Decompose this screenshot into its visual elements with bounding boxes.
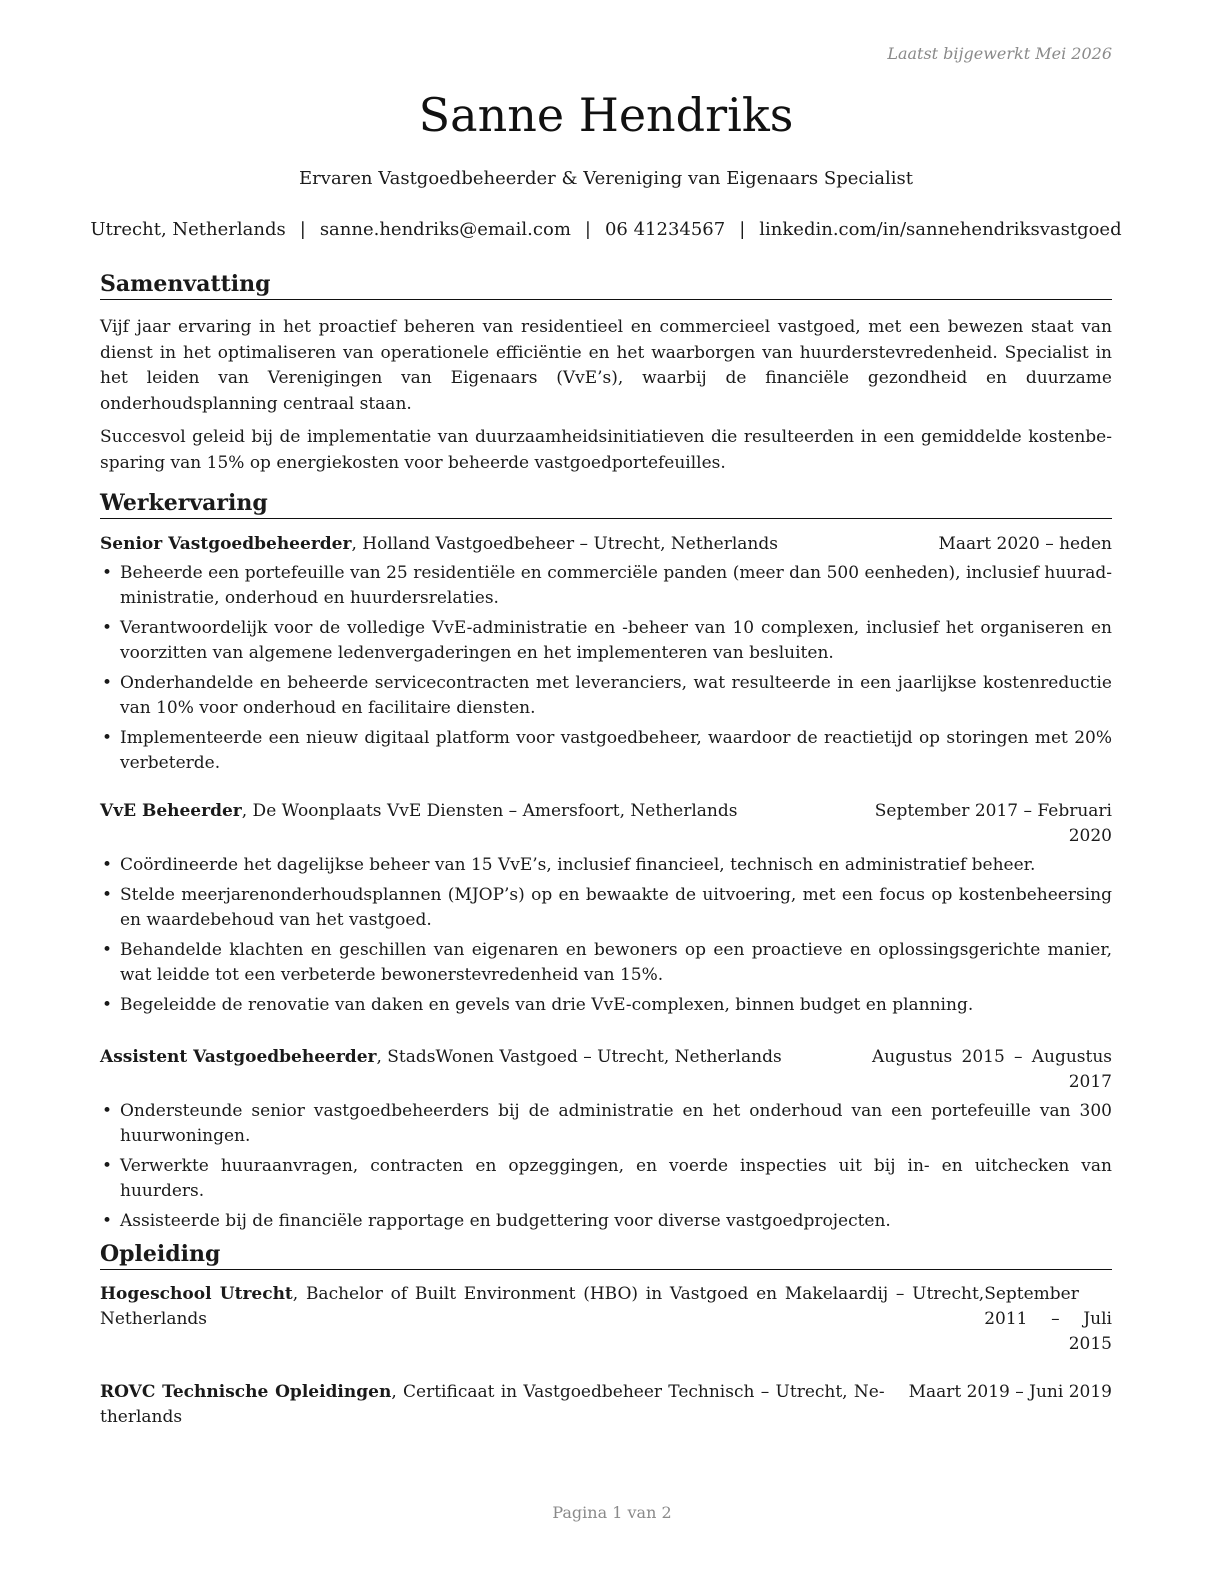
education-school: ROVC Technische Opleidingen (100, 1382, 392, 1402)
contact-email[interactable]: sanne.hendriks@email.com (319, 219, 571, 240)
contact-separator: | (739, 219, 746, 240)
job-bullets (100, 853, 1112, 1018)
job-bullet: • Assisteerde bij de financiële rapportage en budgettering voor diverse vastgoedprojecten. (100, 1209, 1112, 1234)
job-bullet: • Onderhandelde en beheerde servicecontracten met leveranciers, wat resulteerde in een jaarlijkse kostenreductie van 10% voor onderhoud en facilitaire diensten. (100, 671, 1112, 721)
education-school: Hogeschool Utrecht (100, 1284, 293, 1304)
job-bullet: • Verantwoordelijk voor de volledige VvE-administratie en -beheer van 10 complexen, inclusief het organiseren en voorzitten van algemene ledenvergaderingen en het implementeren van besluiten. (100, 616, 1112, 666)
candidate-tagline: Ervaren Vastgoedbeheerder & Vereniging van Eigenaars Specialist (299, 168, 913, 189)
education-entry (100, 1282, 1112, 1357)
job-header (100, 1045, 1112, 1095)
job-dates: September 2017 – Februari 2020 (874, 801, 1112, 846)
job-header (100, 532, 1112, 557)
contact-linkedin[interactable]: linkedin.com/in/sannehendriksvastgoed (759, 219, 1122, 240)
contact-phone[interactable]: 06 41234567 (604, 219, 726, 240)
summary-section (100, 270, 1112, 476)
education-detail: , Certificaat in Vastgoedbeheer Technisch – Utrecht, Netherlands (100, 1382, 885, 1427)
section-title-experience: Werkervaring (100, 489, 1112, 519)
job-role: Senior Vastgoedbeheerder (100, 534, 352, 554)
job-bullet: • Begeleidde de renovatie van daken en gevels van drie VvE-complexen, binnen budget en planning. (100, 993, 1112, 1018)
contact-separator: | (584, 219, 591, 240)
job-header (100, 799, 1112, 849)
contact-location: Utrecht, Netherlands (90, 219, 286, 240)
job-bullet: • Stelde meerjarenonderhoudsplannen (MJOP’s) op en bewaakte de uitvoering, met een focus op kostenbeheersing en waardebehoud van het vastgoed. (100, 883, 1112, 933)
job-bullet: • Behandelde klachten en geschillen van eigenaren en bewoners op een proactieve en oplossingsgerichte manier, wat leidde tot een verbeterde bewonerstevredenheid van 15%. (100, 938, 1112, 988)
job-role: VvE Beheerder (100, 801, 242, 821)
summary-paragraph: Vijf jaar ervaring in het proactief beheren van residentieel en commercieel vastgoed, met een bewezen staat van dienst in het optimaliseren van operationele efficiëntie en het waarborgen van huurderstevredenheid. Specialist in het leiden van Verenigingen van Eigenaars (VvE’s), waarbij de financiële gezondheid en duurzame onderhoudsplanning centraal staan. (100, 317, 1112, 414)
job-company: , De Woonplaats VvE Diensten – Amersfoort, Netherlands (241, 801, 738, 821)
job-dates: Maart 2020 – heden (938, 534, 1112, 554)
job-entry (100, 799, 1112, 1018)
job-bullet: • Beheerde een portefeuille van 25 residentiële en commerciële panden (meer dan 500 eenheden), inclusief huuradministratie, onderhoud en huurdersrelaties. (100, 561, 1112, 611)
job-bullet: • Verwerkte huuraanvragen, contracten en opzeggingen, en voerde inspecties uit bij in- en uitchecken van huurders. (100, 1154, 1112, 1204)
summary-paragraph: Succesvol geleid bij de implementatie van duurzaamheidsinitiatieven die resulteerden in een gemiddelde kostenbesparing van 15% op energiekosten voor beheerde vastgoedportefeuilles. (100, 427, 1112, 473)
education-dates: September 2011 – Juli 2015 (984, 1284, 1112, 1354)
education-entry (100, 1380, 1112, 1430)
contact-separator: | (299, 219, 306, 240)
education-detail: , Bachelor of Built Environment (HBO) in Vastgoed en Makelaardij – Utrecht, Netherlands (100, 1284, 985, 1329)
job-entry (100, 1045, 1112, 1234)
education-dates: Maart 2019 – Juni 2019 (908, 1382, 1112, 1402)
job-bullets (100, 561, 1112, 776)
page-number: Pagina 1 van 2 (552, 1503, 672, 1522)
job-bullet: • Ondersteunde senior vastgoedbeheerders bij de administratie en het onderhoud van een portefeuille van 300 huurwoningen. (100, 1099, 1112, 1149)
education-section (100, 1240, 1112, 1430)
section-title-education: Opleiding (100, 1240, 1112, 1270)
contact-line (90, 219, 1122, 240)
candidate-name: Sanne Hendriks (418, 88, 794, 142)
last-updated: Laatst bijgewerkt Mei 2026 (887, 44, 1112, 63)
job-role: Assistent Vastgoedbeheerder (100, 1047, 377, 1067)
job-bullet: • Implementeerde een nieuw digitaal platform voor vastgoedbeheer, waardoor de reactietijd op storingen met 20% verbeterde. (100, 726, 1112, 776)
job-dates: Augustus 2015 – Augustus 2017 (872, 1047, 1112, 1092)
section-title-summary: Samenvatting (100, 270, 1112, 300)
job-entry (100, 532, 1112, 776)
job-bullets (100, 1099, 1112, 1234)
job-company: , StadsWonen Vastgoed – Utrecht, Netherlands (376, 1047, 782, 1067)
job-bullet: • Coördineerde het dagelijkse beheer van 15 VvE’s, inclusief financieel, technisch en administratief beheer. (100, 853, 1112, 878)
job-company: , Holland Vastgoedbeheer – Utrecht, Netherlands (351, 534, 778, 554)
experience-section (100, 489, 1112, 1234)
